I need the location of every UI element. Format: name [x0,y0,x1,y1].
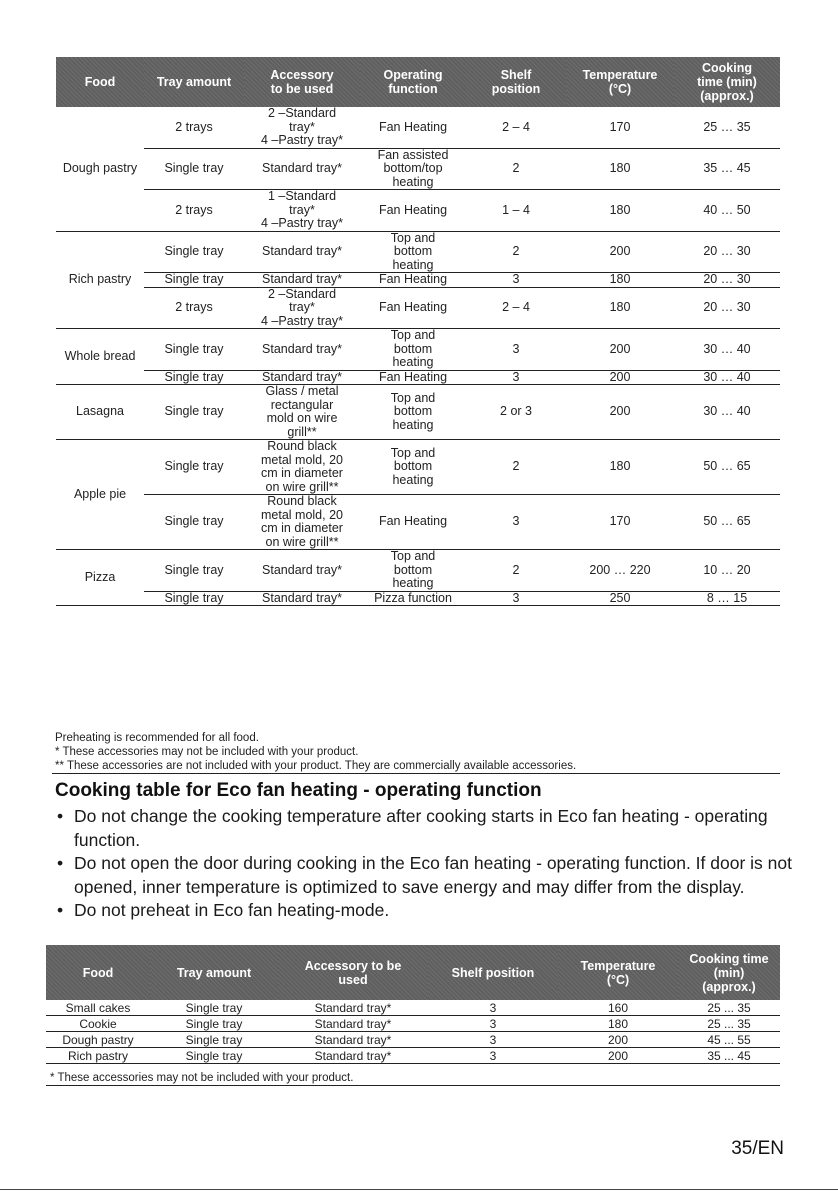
cell-tray-amount: Single tray [144,148,244,190]
cell-tray-amount: Single tray [144,370,244,385]
table-row [56,231,780,273]
cell-temperature: 180 [566,148,674,190]
cell-tray-amount: 2 trays [144,287,244,329]
header-food: Food [56,57,144,107]
table-row [46,1048,780,1064]
cell-cooking-time: 35 … 45 [674,148,780,190]
cell-accessory: Standard tray* [278,1032,428,1048]
cell-shelf-position: 3 [466,495,566,550]
cell-operating-function: Fan Heating [360,495,466,550]
cell-operating-function: Fan Heating [360,370,466,385]
table-notes [52,731,780,774]
cell-shelf-position: 2 – 4 [466,287,566,329]
cell-operating-function: Top and bottom heating [360,231,466,273]
cell-operating-function: Pizza function [360,591,466,606]
cell-accessory: Standard tray* [244,550,360,592]
table-row [56,273,780,288]
cell-cooking-time: 25 ... 35 [678,1016,780,1032]
cell-shelf-position: 3 [428,1032,558,1048]
header-tray-amount: Tray amount [144,57,244,107]
cell-accessory: Standard tray* [278,1000,428,1016]
cell-food: Rich pastry [46,1048,150,1064]
eco-bullet: • Do not preheat in Eco fan heating-mode. [57,899,797,923]
cell-tray-amount: Single tray [144,550,244,592]
table-header-row [56,57,780,107]
cell-shelf-position: 2 or 3 [466,385,566,440]
cell-cooking-time: 20 … 30 [674,287,780,329]
cell-accessory: Round black metal mold, 20 cm in diameter on wire grill** [244,495,360,550]
table-row [56,495,780,550]
cell-tray-amount: 2 trays [144,107,244,148]
cell-cooking-time: 45 ... 55 [678,1032,780,1048]
note-single-asterisk: * These accessories may not be included with your product. [55,746,359,758]
eco-bullet-list [57,805,797,923]
cell-shelf-position: 2 [466,550,566,592]
cell-accessory: Standard tray* [244,273,360,288]
page-number: 35/EN [731,1138,784,1159]
cell-shelf-position: 2 [466,148,566,190]
table-row [56,148,780,190]
cell-operating-function: Fan Heating [360,273,466,288]
cell-tray-amount: Single tray [144,329,244,371]
cell-tray-amount: Single tray [150,1048,278,1064]
cell-shelf-position: 2 [466,231,566,273]
table-row [56,370,780,385]
cell-accessory: Standard tray* [278,1016,428,1032]
cell-shelf-position: 3 [428,1048,558,1064]
table-row [56,190,780,232]
cell-tray-amount: Single tray [150,1016,278,1032]
cell-operating-function: Top and bottom heating [360,385,466,440]
cell-temperature: 250 [566,591,674,606]
table-row [56,107,780,148]
eco-bullet: • Do not change the cooking temperature after cooking starts in Eco fan heating - operating function. [57,805,797,852]
cell-tray-amount: Single tray [150,1000,278,1016]
cell-accessory: Glass / metal rectangular mold on wire grill** [244,385,360,440]
cell-operating-function: Fan Heating [360,107,466,148]
header-tray-amount: Tray amount [150,945,278,1000]
cell-cooking-time: 10 … 20 [674,550,780,592]
cell-temperature: 170 [566,107,674,148]
cell-shelf-position: 3 [428,1016,558,1032]
cell-operating-function: Fan Heating [360,287,466,329]
header-cooking-time: Cooking time (min) (approx.) [674,57,780,107]
page-bottom-rule [0,1189,838,1190]
header-shelf-position: Shelf position [428,945,558,1000]
cell-temperature: 180 [566,440,674,495]
header-food: Food [46,945,150,1000]
cell-temperature: 200 [558,1048,678,1064]
cell-accessory: Standard tray* [244,370,360,385]
cell-temperature: 180 [558,1016,678,1032]
cell-cooking-time: 40 … 50 [674,190,780,232]
table-row [56,591,780,606]
cell-accessory: Standard tray* [244,148,360,190]
cell-cooking-time: 20 … 30 [674,273,780,288]
cell-accessory: Round black metal mold, 20 cm in diameter on wire grill** [244,440,360,495]
cell-cooking-time: 50 … 65 [674,440,780,495]
header-cooking-time: Cooking time (min) (approx.) [678,945,780,1000]
cell-operating-function: Top and bottom heating [360,329,466,371]
cell-temperature: 200 [566,231,674,273]
cell-accessory: Standard tray* [278,1048,428,1064]
cell-food: Whole bread [56,329,144,385]
header-shelf-position: Shelf position [466,57,566,107]
cell-tray-amount: Single tray [144,440,244,495]
cell-shelf-position: 2 – 4 [466,107,566,148]
table-row [56,440,780,495]
table-row [46,1000,780,1016]
cell-accessory: 2 –Standard tray* 4 –Pastry tray* [244,287,360,329]
cell-food: Pizza [56,550,144,606]
header-operating-function: Operating function [360,57,466,107]
cell-temperature: 200 … 220 [566,550,674,592]
cell-operating-function: Fan assisted bottom/top heating [360,148,466,190]
cell-food: Cookie [46,1016,150,1032]
note-double-asterisk: ** These accessories are not included with your product. They are commercially available accessories. [52,759,780,774]
cell-temperature: 200 [566,370,674,385]
cell-food: Apple pie [56,440,144,550]
cell-tray-amount: Single tray [150,1032,278,1048]
header-accessory: Accessory to be used [244,57,360,107]
cell-operating-function: Top and bottom heating [360,440,466,495]
cell-cooking-time: 50 … 65 [674,495,780,550]
cell-cooking-time: 8 … 15 [674,591,780,606]
eco-cooking-table [46,945,780,1064]
cell-cooking-time: 25 ... 35 [678,1000,780,1016]
cell-tray-amount: 2 trays [144,190,244,232]
cell-tray-amount: Single tray [144,591,244,606]
cell-temperature: 200 [566,385,674,440]
cooking-table [56,57,780,606]
cell-tray-amount: Single tray [144,273,244,288]
cell-temperature: 180 [566,287,674,329]
cell-food: Dough pastry [46,1032,150,1048]
table-row [46,1016,780,1032]
cell-shelf-position: 3 [466,329,566,371]
note-preheating: Preheating is recommended for all food. [55,732,259,744]
cell-temperature: 160 [558,1000,678,1016]
header-accessory: Accessory to be used [278,945,428,1000]
cell-cooking-time: 30 … 40 [674,329,780,371]
cell-shelf-position: 3 [428,1000,558,1016]
cell-temperature: 180 [566,273,674,288]
cell-shelf-position: 3 [466,591,566,606]
eco-section-title: Cooking table for Eco fan heating - operating function [55,780,542,801]
cell-accessory: Standard tray* [244,231,360,273]
cell-shelf-position: 3 [466,370,566,385]
cell-accessory: 1 –Standard tray* 4 –Pastry tray* [244,190,360,232]
table-row [56,385,780,440]
cell-food: Rich pastry [56,231,144,329]
table-row [56,329,780,371]
cell-operating-function: Top and bottom heating [360,550,466,592]
cell-tray-amount: Single tray [144,231,244,273]
cell-food: Lasagna [56,385,144,440]
cell-shelf-position: 1 – 4 [466,190,566,232]
table-header-row [46,945,780,1000]
eco-bullet: • Do not open the door during cooking in the Eco fan heating - operating function. If door is not opened, inner temperature is optimized to save energy and may differ from the display. [57,852,797,899]
table-row [56,287,780,329]
eco-table-footnote: * These accessories may not be included with your product. [46,1071,780,1086]
header-temperature: Temperature (°C) [566,57,674,107]
cell-tray-amount: Single tray [144,385,244,440]
cell-cooking-time: 20 … 30 [674,231,780,273]
cell-temperature: 180 [566,190,674,232]
cell-cooking-time: 30 … 40 [674,385,780,440]
cell-tray-amount: Single tray [144,495,244,550]
cell-accessory: Standard tray* [244,329,360,371]
cell-temperature: 200 [558,1032,678,1048]
header-temperature: Temperature (°C) [558,945,678,1000]
cell-accessory: Standard tray* [244,591,360,606]
cell-operating-function: Fan Heating [360,190,466,232]
cell-food: Dough pastry [56,107,144,231]
cell-food: Small cakes [46,1000,150,1016]
cell-cooking-time: 25 … 35 [674,107,780,148]
cell-shelf-position: 2 [466,440,566,495]
table-row [56,550,780,592]
cell-cooking-time: 30 … 40 [674,370,780,385]
cell-temperature: 200 [566,329,674,371]
table-row [46,1032,780,1048]
cell-temperature: 170 [566,495,674,550]
cell-cooking-time: 35 ... 45 [678,1048,780,1064]
cell-accessory: 2 –Standard tray* 4 –Pastry tray* [244,107,360,148]
cell-shelf-position: 3 [466,273,566,288]
